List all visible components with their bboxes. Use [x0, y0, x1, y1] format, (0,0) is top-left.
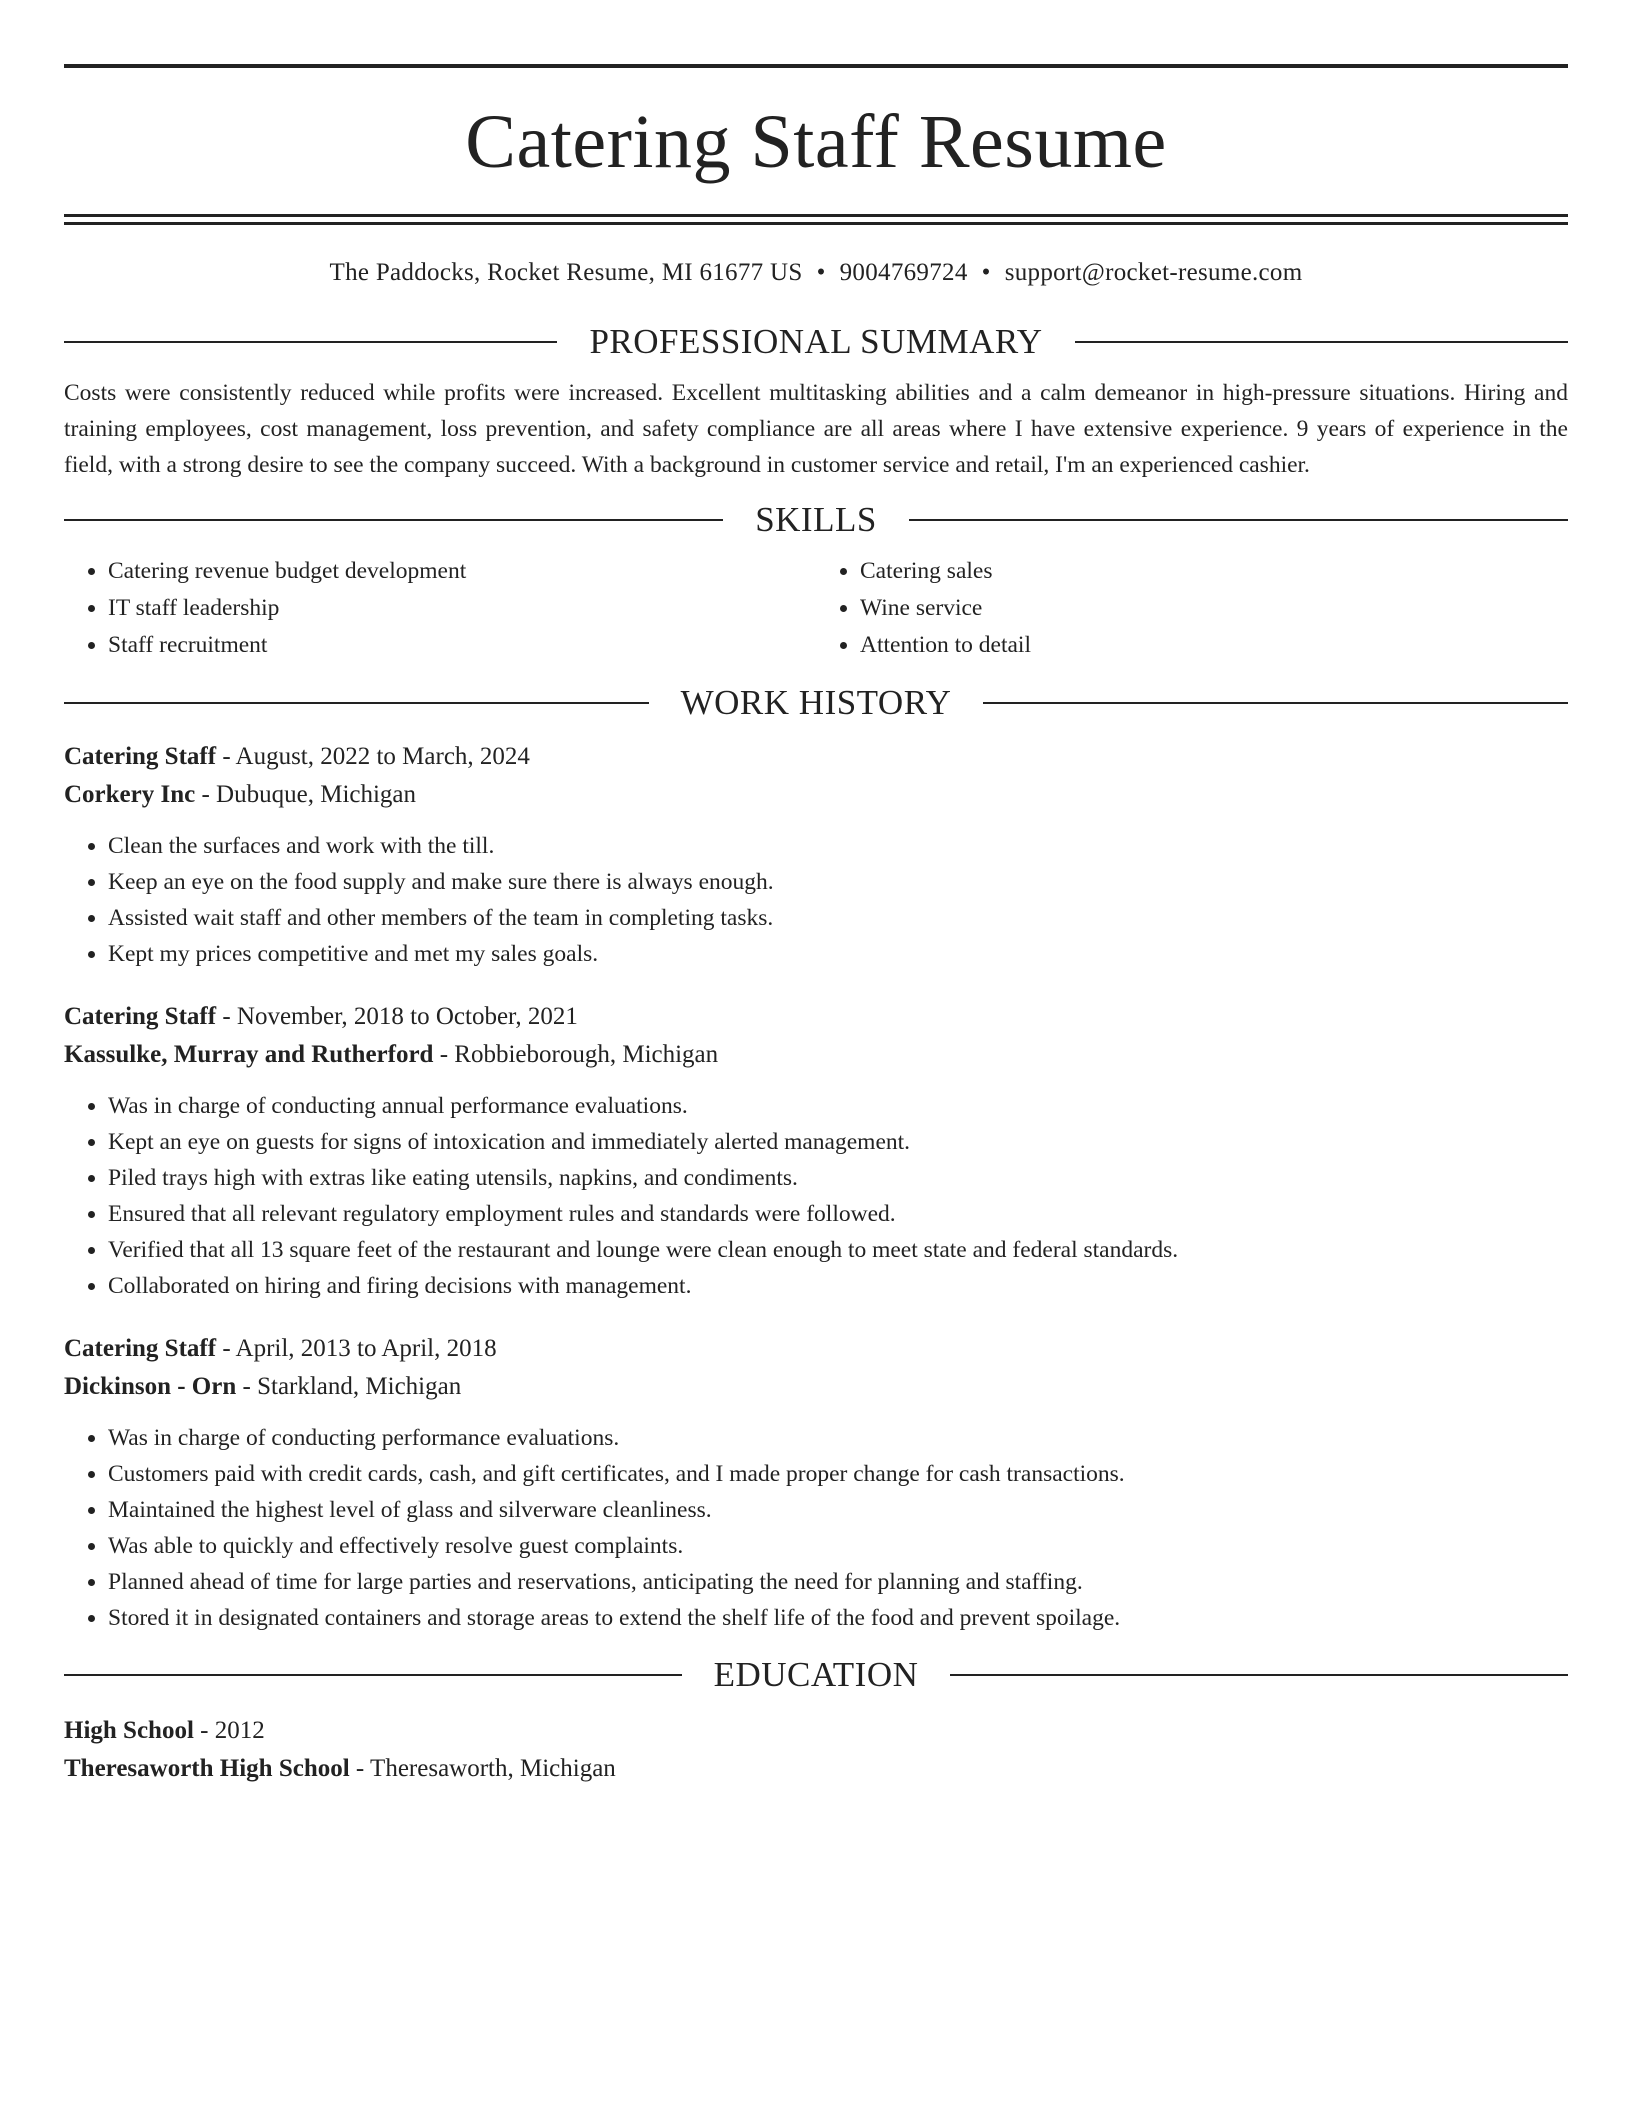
heading-rule-left	[64, 341, 557, 343]
skills-column-left	[64, 553, 816, 664]
top-rule	[64, 64, 1568, 68]
job-company-line	[64, 1036, 1568, 1074]
skills-column-right	[816, 553, 1568, 664]
heading-rule-left	[64, 1674, 682, 1676]
education-school: Theresaworth High School	[64, 1755, 350, 1782]
education-location: - Theresaworth, Michigan	[349, 1755, 616, 1782]
contact-line	[64, 259, 1568, 287]
job-dates: - April, 2013 to April, 2018	[216, 1335, 497, 1362]
job-company: Dickinson - Orn	[64, 1373, 237, 1400]
job-bullets	[64, 1088, 1568, 1304]
job-bullet: • Collaborated on hiring and firing decisions with management.	[108, 1268, 1568, 1304]
education-school-line	[64, 1750, 1568, 1788]
summary-text: Costs were consistently reduced while profits were increased. Excellent multitasking abilities and a calm demeanor in high-pressure situations. Hiring and training employees, cost management, loss prevention, and safety compliance are all areas where I have extensive experience. 9 years of experience in the field, with a strong desire to see the company succeed. With a background in customer service and retail, I'm an experienced cashier.	[64, 380, 1568, 478]
job-title: Catering Staff	[64, 743, 217, 770]
education-entry	[64, 1712, 1568, 1788]
job-bullet: • Assisted wait staff and other members of the team in completing tasks.	[108, 900, 1568, 936]
job-bullet: • Clean the surfaces and work with the till.	[108, 828, 1568, 864]
title-double-rule	[64, 214, 1568, 225]
education-heading-label: EDUCATION	[713, 1655, 919, 1694]
skill-item: • Catering revenue budget development	[108, 553, 816, 590]
job-entry	[64, 738, 1568, 972]
skills-heading-label: SKILLS	[755, 500, 877, 539]
skill-item: • IT staff leadership	[108, 590, 816, 627]
work-heading	[64, 682, 1568, 724]
skill-item: • Staff recruitment	[108, 627, 816, 664]
education-degree: High School	[64, 1717, 194, 1744]
job-company: Corkery Inc	[64, 781, 196, 808]
job-bullet: • Keep an eye on the food supply and make sure there is always enough.	[108, 864, 1568, 900]
contact-phone: 9004769724	[839, 259, 968, 286]
heading-rule-left	[64, 519, 723, 521]
skills-list	[64, 553, 1568, 664]
job-bullet: • Was in charge of conducting annual performance evaluations.	[108, 1088, 1568, 1124]
job-company-line	[64, 776, 1568, 814]
contact-separator: •	[816, 259, 826, 286]
summary-heading-label: PROFESSIONAL SUMMARY	[589, 322, 1043, 361]
job-title-line	[64, 998, 1568, 1036]
job-bullet: • Verified that all 13 square feet of the restaurant and lounge were clean enough to meet state and federal standards.	[108, 1232, 1568, 1268]
resume-page	[64, 64, 1568, 1788]
job-dates: - August, 2022 to March, 2024	[216, 743, 530, 770]
resume-title: Catering Staff Resume	[465, 100, 1167, 184]
job-bullet: • Stored it in designated containers and storage areas to extend the shelf life of the food and prevent spoilage.	[108, 1600, 1568, 1636]
job-company: Kassulke, Murray and Rutherford	[64, 1041, 434, 1068]
skill-item: • Wine service	[860, 590, 1568, 627]
job-bullet: • Planned ahead of time for large parties and reservations, anticipating the need for planning and staffing.	[108, 1564, 1568, 1600]
job-bullet: • Maintained the highest level of glass and silverware cleanliness.	[108, 1492, 1568, 1528]
heading-rule-right	[909, 519, 1568, 521]
skill-item: • Catering sales	[860, 553, 1568, 590]
job-bullets	[64, 1420, 1568, 1636]
heading-rule-right	[983, 702, 1568, 704]
contact-address: The Paddocks, Rocket Resume, MI 61677 US	[329, 259, 803, 286]
work-heading-label: WORK HISTORY	[680, 683, 952, 722]
education-degree-line	[64, 1712, 1568, 1750]
job-title-line	[64, 738, 1568, 776]
skill-item: • Attention to detail	[860, 627, 1568, 664]
heading-rule-right	[1075, 341, 1568, 343]
summary-heading	[64, 321, 1568, 363]
contact-email: support@rocket-resume.com	[1004, 259, 1303, 286]
skills-heading	[64, 499, 1568, 541]
job-location: - Robbieborough, Michigan	[433, 1041, 719, 1068]
job-title: Catering Staff	[64, 1003, 217, 1030]
job-location: - Starkland, Michigan	[236, 1373, 462, 1400]
contact-separator: •	[981, 259, 991, 286]
job-bullet: • Ensured that all relevant regulatory employment rules and standards were followed.	[108, 1196, 1568, 1232]
education-heading	[64, 1654, 1568, 1696]
job-entry	[64, 998, 1568, 1304]
job-bullet: • Customers paid with credit cards, cash, and gift certificates, and I made proper change for cash transactions.	[108, 1456, 1568, 1492]
job-bullet: • Was able to quickly and effectively resolve guest complaints.	[108, 1528, 1568, 1564]
job-title: Catering Staff	[64, 1335, 217, 1362]
job-entry	[64, 1330, 1568, 1636]
heading-rule-left	[64, 702, 649, 704]
education-year: - 2012	[193, 1717, 265, 1744]
job-dates: - November, 2018 to October, 2021	[216, 1003, 578, 1030]
job-bullet: • Kept my prices competitive and met my sales goals.	[108, 936, 1568, 972]
job-company-line	[64, 1368, 1568, 1406]
job-title-line	[64, 1330, 1568, 1368]
job-bullets	[64, 828, 1568, 972]
job-bullet: • Kept an eye on guests for signs of intoxication and immediately alerted management.	[108, 1124, 1568, 1160]
job-location: - Dubuque, Michigan	[195, 781, 417, 808]
job-bullet: • Was in charge of conducting performance evaluations.	[108, 1420, 1568, 1456]
heading-rule-right	[950, 1674, 1568, 1676]
job-bullet: • Piled trays high with extras like eating utensils, napkins, and condiments.	[108, 1160, 1568, 1196]
